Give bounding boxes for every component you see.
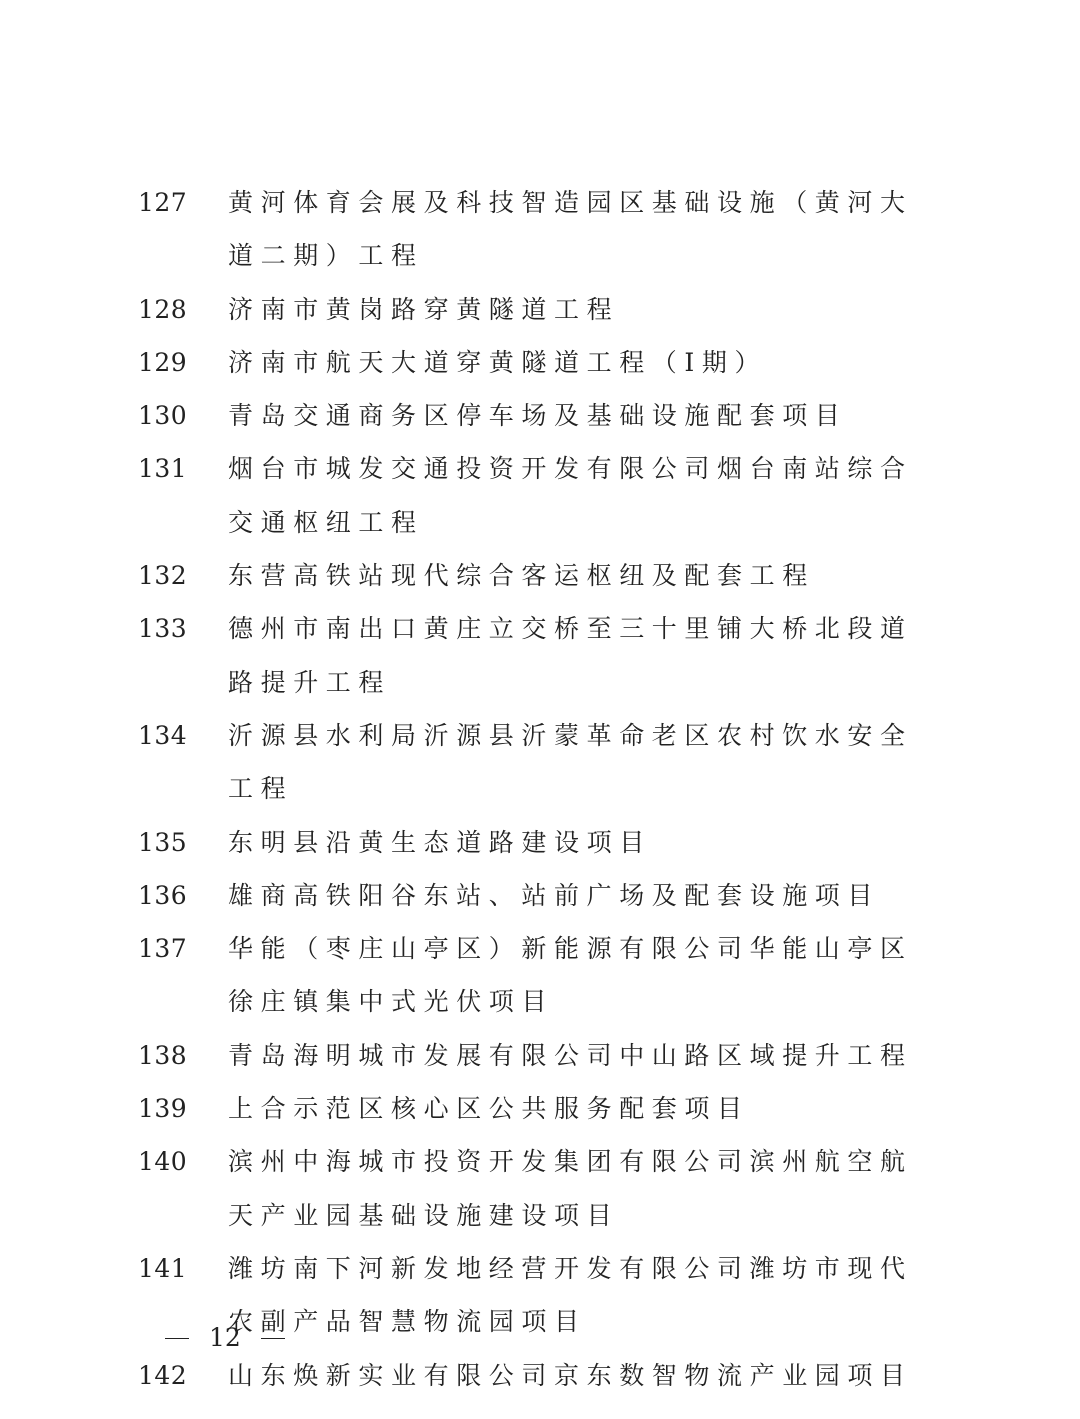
list-item — [138, 283, 958, 336]
item-number: 135 — [138, 827, 188, 857]
item-text: 雄商高铁阳谷东站、站前广场及配套设施项目 — [228, 880, 881, 910]
project-list — [138, 176, 958, 1402]
list-item — [138, 442, 958, 549]
list-item — [138, 1082, 958, 1135]
item-text: 华能（枣庄山亭区）新能源有限公司华能山亭区徐庄镇集中式光伏项目 — [228, 934, 913, 1017]
item-number: 130 — [138, 401, 188, 431]
item-text: 黄河体育会展及科技智造园区基础设施（黄河大道二期）工程 — [228, 188, 913, 271]
item-number: 142 — [138, 1360, 188, 1390]
page-number: 12 — [209, 1323, 241, 1352]
list-item — [138, 549, 958, 602]
item-text: 东明县沿黄生态道路建设项目 — [228, 827, 652, 857]
item-number: 139 — [138, 1094, 188, 1124]
item-number: 127 — [138, 188, 188, 217]
item-text: 青岛海明城市发展有限公司中山路区域提升工程 — [228, 1040, 913, 1070]
item-text: 东营高铁站现代综合客运枢纽及配套工程 — [228, 561, 815, 591]
item-text: 滨州中海城市投资开发集团有限公司滨州航空航天产业园基础设施建设项目 — [228, 1147, 913, 1230]
list-item — [138, 709, 958, 816]
item-number: 137 — [138, 934, 188, 964]
item-number: 140 — [138, 1147, 188, 1177]
footer-dash-left — [165, 1338, 189, 1339]
list-item — [138, 176, 958, 283]
item-number: 132 — [138, 561, 188, 591]
list-item — [138, 336, 958, 389]
item-text: 潍坊南下河新发地经营开发有限公司潍坊市现代农副产品智慧物流园项目 — [228, 1253, 913, 1337]
item-number: 136 — [138, 880, 188, 910]
item-number: 134 — [138, 720, 188, 750]
footer-dash-right — [261, 1338, 285, 1339]
item-text: 青岛交通商务区停车场及基础设施配套项目 — [228, 401, 848, 431]
list-item — [138, 389, 958, 442]
list-item — [138, 602, 958, 709]
item-number: 129 — [138, 347, 188, 377]
list-item — [138, 1029, 958, 1082]
item-number: 138 — [138, 1040, 188, 1070]
item-text: 上合示范区核心区公共服务配套项目 — [228, 1094, 750, 1124]
item-text: 山东焕新实业有限公司京东数智物流产业园项目 — [228, 1360, 913, 1390]
page-footer — [165, 1318, 285, 1358]
item-number: 128 — [138, 294, 188, 324]
list-item — [138, 816, 958, 869]
item-text: 济南市航天大道穿黄隧道工程（Ⅰ期） — [228, 347, 768, 377]
item-number: 133 — [138, 614, 188, 644]
list-item — [138, 1135, 958, 1242]
list-item — [138, 869, 958, 922]
item-number: 131 — [138, 454, 188, 484]
item-number: 141 — [138, 1253, 188, 1283]
list-item — [138, 922, 958, 1029]
item-text: 沂源县水利局沂源县沂蒙革命老区农村饮水安全工程 — [228, 720, 913, 804]
item-text: 德州市南出口黄庄立交桥至三十里铺大桥北段道路提升工程 — [228, 614, 913, 697]
item-text: 烟台市城发交通投资开发有限公司烟台南站综合交通枢纽工程 — [228, 454, 913, 537]
item-text: 济南市黄岗路穿黄隧道工程 — [228, 294, 620, 324]
